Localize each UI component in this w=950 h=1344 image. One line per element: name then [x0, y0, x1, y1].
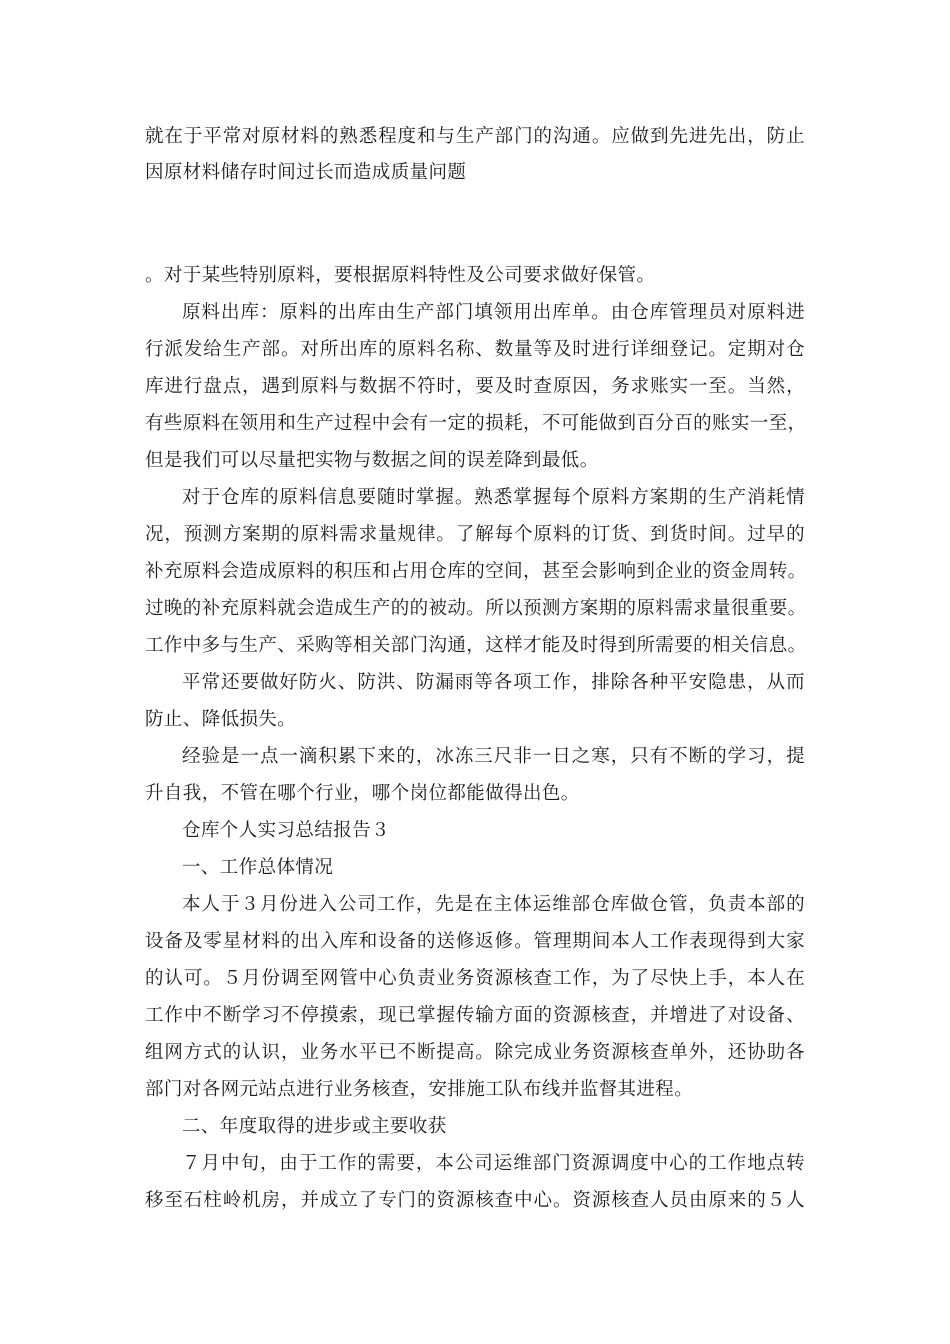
paragraph-start: 平常还要做好防火、防洪、防漏雨等各项工作，排除各种平安隐患，从而	[182, 672, 805, 693]
text-line: 工作中多与生产、采购等相关部门沟通，这样才能及时得到所需要的相关信息。	[145, 635, 807, 656]
paragraph-start: 对于仓库的原料信息要随时掌握。熟悉掌握每个原料方案期的生产消耗情	[182, 487, 805, 508]
text-line: 。对于某些特别原料，要根据原料特性及公司要求做好保管。	[145, 265, 656, 286]
paragraph-start: 经验是一点一滴积累下来的，冰冻三尺非一日之寒，只有不断的学习，提	[182, 746, 805, 767]
paragraph-start: 原料出库：原料的出库由生产部门填领用出库单。由仓库管理员对原料进	[182, 302, 805, 323]
section-heading: 一、工作总体情况	[182, 857, 334, 878]
text-line: 工作中不断学习不停摸索，现已掌握传输方面的资源核查，并增进了对设备、	[145, 1005, 805, 1026]
paragraph-start: 本人于３月份进入公司工作，先是在主体运维部仓库做仓管，负责本部的	[182, 894, 805, 915]
text-line: 防止、降低损失。	[145, 709, 297, 730]
text-line: 库进行盘点，遇到原料与数据不符时，要及时查原因，务求账实一至。当然，	[145, 376, 805, 397]
text-line: 因原材料储存时间过长而造成质量问题	[145, 162, 467, 183]
text-line: 组网方式的认识，业务水平已不断提高。除完成业务资源核查单外，还协助各	[145, 1042, 805, 1063]
text-line: 有些原料在领用和生产过程中会有一定的损耗，不可能做到百分百的账实一至，	[145, 413, 807, 434]
text-line: 升自我，不管在哪个行业，哪个岗位都能做得出色。	[145, 783, 580, 804]
text-line: 但是我们可以尽量把实物与数据之间的误差降到最低。	[145, 450, 599, 471]
text-line: 设备及零星材料的出入库和设备的送修返修。管理期间本人工作表现得到大家	[145, 931, 805, 952]
text-line: 就在于平常对原材料的熟悉程度和与生产部门的沟通。应做到先进先出，防止	[145, 126, 805, 147]
text-line: 部门对各网元站点进行业务核查，安排施工队布线并监督其进程。	[145, 1079, 694, 1100]
section-heading: 二、年度取得的进步或主要收获	[182, 1116, 447, 1137]
text-line: 补充原料会造成原料的积压和占用仓库的空间，甚至会影响到企业的资金周转。	[145, 561, 807, 582]
text-line: 移至石柱岭机房，并成立了专门的资源核查中心。资源核查人员由原来的５人	[145, 1190, 805, 1211]
text-line: 况，预测方案期的原料需求量规律。了解每个原料的订货、到货时间。过早的	[145, 524, 805, 545]
section-title: 仓库个人实习总结报告３	[182, 820, 390, 841]
text-line: 的认可。５月份调至网管中心负责业务资源核查工作，为了尽快上手，本人在	[145, 968, 805, 989]
text-line: 行派发给生产部。对所出库的原料名称、数量等及时进行详细登记。定期对仓	[145, 339, 805, 360]
text-line: 过晚的补充原料就会造成生产的的被动。所以预测方案期的原料需求量很重要。	[145, 598, 807, 619]
paragraph-start: ７月中旬，由于工作的需要，本公司运维部门资源调度中心的工作地点转	[182, 1153, 805, 1174]
